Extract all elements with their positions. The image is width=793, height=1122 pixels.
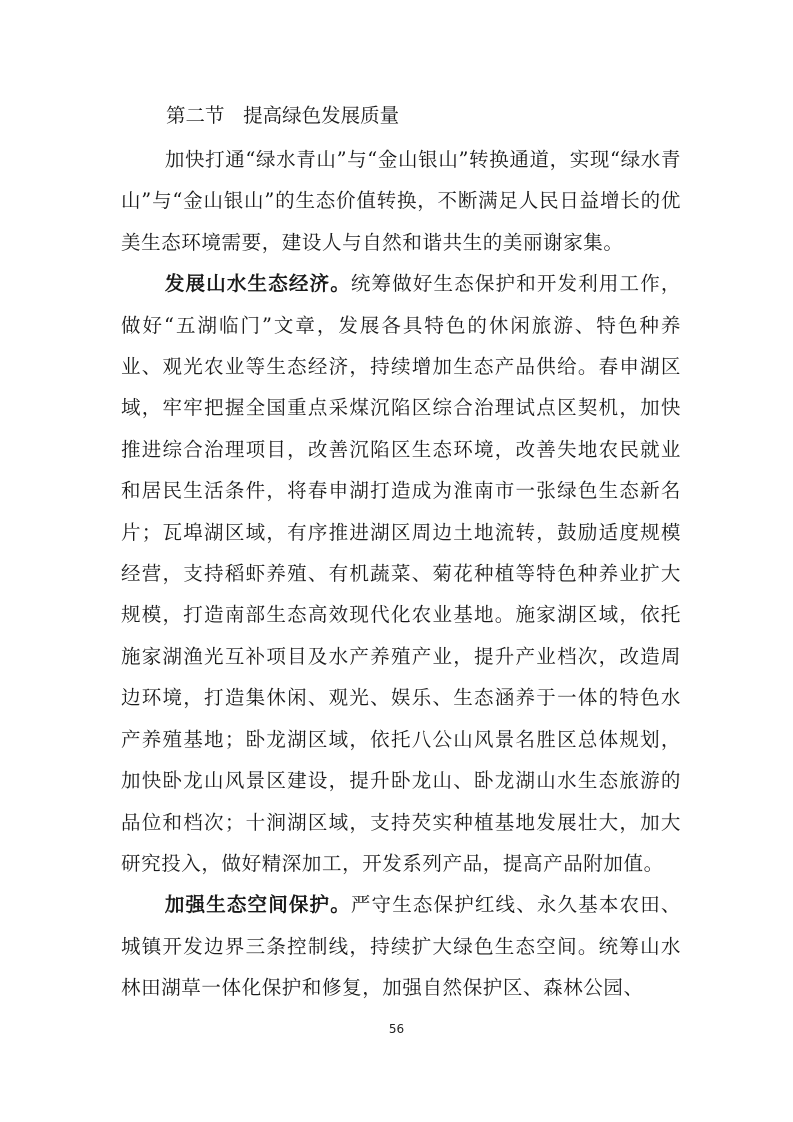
section-title: 第二节 提高绿色发展质量 bbox=[166, 104, 400, 127]
paragraph-eco-economy bbox=[121, 263, 681, 884]
paragraph-lead: 发展山水生态经济。 bbox=[164, 272, 351, 296]
body-text bbox=[121, 139, 681, 1009]
paragraph-text: 严守生态保护红线、永久基本农田、城镇开发边界三条控制线，持续扩大绿色生态空间。统筹山水林田湖草一体化保护和修复，加强自然保护区、森林公园、 bbox=[121, 893, 681, 1000]
paragraph-intro bbox=[121, 139, 681, 263]
paragraph-text: 统筹做好生态保护和开发利用工作，做好“五湖临门”文章，发展各具特色的休闲旅游、特色种养业、观光农业等生态经济，持续增加生态产品供给。春申湖区域，牢牢把握全国重点采煤沉陷区综合治理试点区契机，加快推进综合治理项目，改善沉陷区生态环境，改善失地农民就业和居民生活条件，将春申湖打造成为淮南市一张绿色生态新名片；瓦埠湖区域，有序推进湖区周边土地流转，鼓励适度规模经营，支持稻虾养殖、有机蔬菜、菊花种植等特色种养业扩大规模，打造南部生态高效现代化农业基地。施家湖区域，依托施家湖渔光互补项目及水产养殖产业，提升产业档次，改造周边环境，打造集休闲、观光、娱乐、生态涵养于一体的特色水产养殖基地；卧龙湖区域，依托八公山风景名胜区总体规划，加快卧龙山风景区建设，提升卧龙山、卧龙湖山水生态旅游的品位和档次；十涧湖区域，支持芡实种植基地发展壮大，加大研究投入，做好精深加工，开发系列产品，提高产品附加值。 bbox=[121, 272, 681, 875]
paragraph-eco-protection bbox=[121, 884, 681, 1008]
page-number: 56 bbox=[388, 1022, 405, 1036]
paragraph-lead: 加强生态空间保护。 bbox=[164, 893, 351, 917]
paragraph-text: 加快打通“绿水青山”与“金山银山”转换通道，实现“绿水青山”与“金山银山”的生态价值转换，不断满足人民日益增长的优美生态环境需要，建设人与自然和谐共生的美丽谢家集。 bbox=[121, 148, 681, 254]
